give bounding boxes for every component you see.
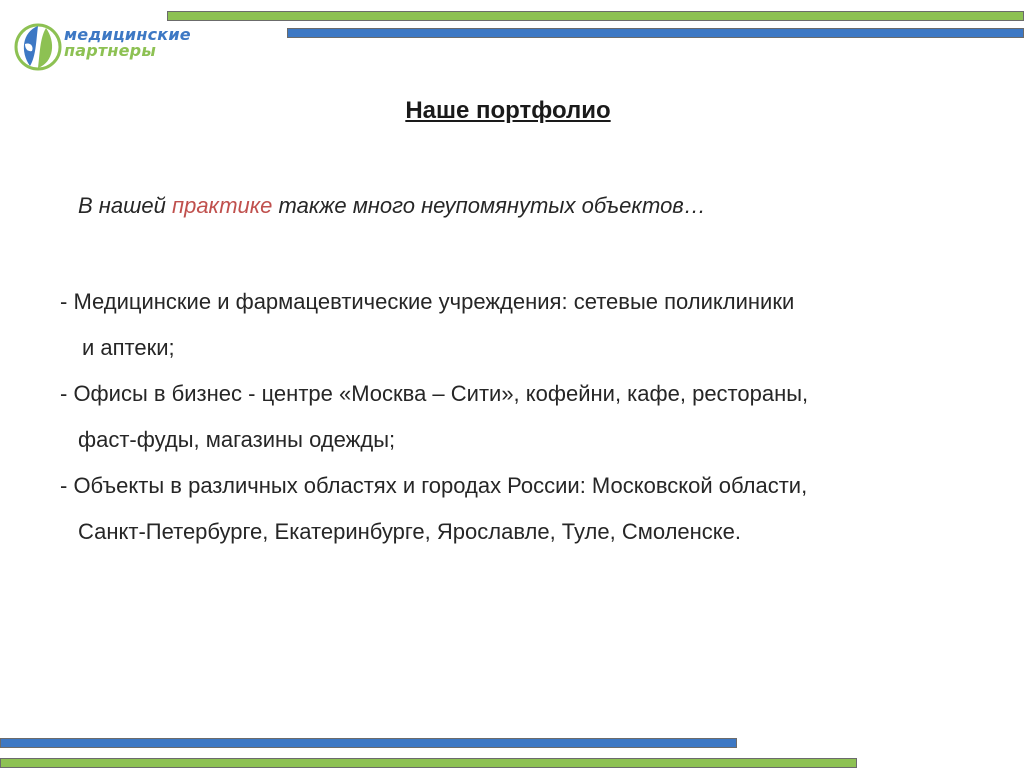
company-logo xyxy=(14,22,214,74)
logo-text-line1: медицинские xyxy=(64,25,191,44)
logo-leaf-icon xyxy=(14,22,64,72)
bottom-green-stripe xyxy=(0,758,857,768)
list-item-2-line1: - Офисы в бизнес - центре «Москва – Сити», кофейни, кафе, рестораны, xyxy=(60,381,809,406)
page-title: Наше портфолио xyxy=(405,97,611,124)
logo-text-line2: партнеры xyxy=(64,41,157,60)
list-item-3-line1: - Объекты в различных областях и городах России: Московской области, xyxy=(60,473,808,498)
bottom-blue-stripe xyxy=(0,738,737,748)
intro-text-start: В нашей xyxy=(78,193,172,218)
list-item-1-line2: и аптеки; xyxy=(82,335,175,360)
list-item-3-line2: Санкт-Петербурге, Екатеринбурге, Ярославле, Туле, Смоленске. xyxy=(78,519,742,544)
list-item-2-line2: фаст-фуды, магазины одежды; xyxy=(78,427,396,452)
intro-text-end: также много неупомянутых объектов… xyxy=(272,193,706,218)
top-blue-stripe xyxy=(287,28,1024,38)
list-item-1-line1: - Медицинские и фармацевтические учреждения: сетевые поликлиники xyxy=(60,289,795,314)
top-green-stripe xyxy=(167,11,1024,21)
intro-text xyxy=(78,193,706,219)
intro-highlight: практике xyxy=(171,193,273,218)
